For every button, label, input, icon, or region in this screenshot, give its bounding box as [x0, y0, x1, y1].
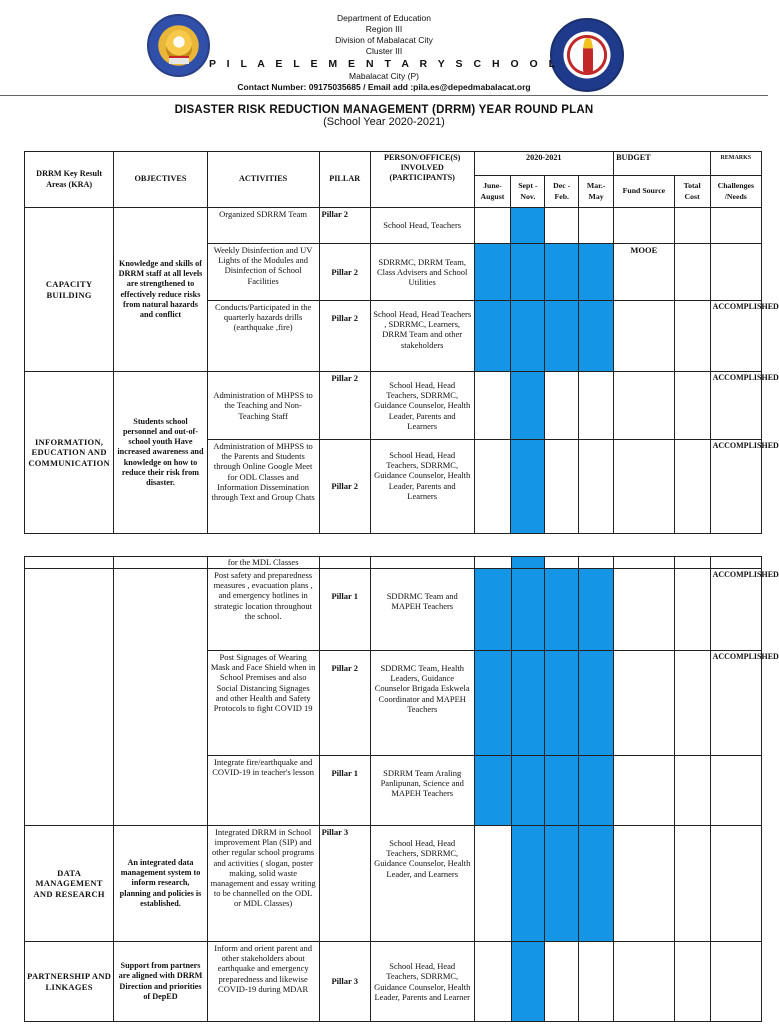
table-row	[25, 826, 762, 942]
header-total-cost: Total Cost	[674, 176, 710, 208]
drrm-plan-table-page-2	[24, 556, 779, 1022]
schedule-cell	[545, 372, 579, 440]
activity-cell: Integrate fire/earthquake and COVID-19 in teacher's lesson	[207, 756, 319, 826]
fund-source-cell	[614, 942, 675, 1022]
kra-partnership-linkages: PARTNERSHIP AND LINKAGES	[25, 942, 114, 1022]
schedule-cell	[545, 942, 579, 1022]
schedule-cell-active	[511, 208, 545, 244]
remarks-cell	[710, 756, 761, 826]
total-cost-cell	[674, 244, 710, 301]
pillar-cell: Pillar 3	[319, 942, 370, 1022]
kra-cell	[25, 557, 114, 569]
schedule-cell	[579, 557, 614, 569]
persons-cell: School Head, Teachers	[370, 208, 474, 244]
schedule-cell-active	[511, 557, 545, 569]
schedule-cell	[545, 557, 579, 569]
cluster-name: Cluster III	[365, 46, 403, 56]
pillar-cell: Pillar 1	[319, 756, 370, 826]
activity-cell: Administration of MHPSS to the Teaching and Non- Teaching Staff	[207, 372, 319, 440]
schedule-cell-active	[511, 569, 545, 651]
activity-cell: Integrated DRRM in School improvement Plan (SIP) and other regular school programs and activities ( slogan, poster making, solid waste management and essay writing to be channelled on the ODL or MDL Classes)	[207, 826, 319, 942]
schedule-cell-active	[545, 244, 579, 301]
department-name: Department of Education	[336, 13, 432, 23]
header-period-jun-aug: June-August	[474, 176, 511, 208]
kra-cell	[25, 569, 114, 826]
pillar-cell: Pillar 2	[319, 244, 370, 301]
remarks-cell: ACCOMPLISHED	[710, 440, 761, 534]
persons-cell: School Head, Head Teachers, SDRRMC, Guidance Counselor, Health Leader, Parents and Learners	[370, 440, 474, 534]
pillar-cell: Pillar 2	[319, 440, 370, 534]
objective-information-education: Students school personnel and out-of- school youth Have increased awareness and knowledge on how to reduce their risk from disaster.	[114, 372, 207, 534]
remarks-cell	[710, 244, 761, 301]
schedule-cell	[474, 372, 511, 440]
schedule-cell	[474, 440, 511, 534]
pillar-cell: Pillar 3	[319, 826, 370, 942]
header-period-dec-feb: Dec - Feb.	[545, 176, 579, 208]
total-cost-cell	[674, 208, 710, 244]
header-year: 2020-2021	[474, 152, 614, 176]
schedule-cell-active	[474, 651, 511, 756]
persons-cell: School Head, Head Teachers, SDRRMC, Guidance Counselor, Health Leader, Parents and Learner	[370, 942, 474, 1022]
header-fund-source: Fund Source	[614, 176, 675, 208]
remarks-cell	[710, 826, 761, 942]
remarks-cell: ACCOMPLISHED	[710, 569, 761, 651]
pillar-cell: Pillar 2	[319, 372, 370, 440]
table-row	[25, 372, 762, 440]
total-cost-cell	[674, 301, 710, 372]
activity-cell: Organized SDRRM Team	[207, 208, 319, 244]
persons-cell: School Head, Head Teachers, SDRRMC, Guidance Counselor, Health Leader, and Learners	[370, 826, 474, 942]
kra-capacity-building: CAPACITY BUILDING	[25, 208, 114, 372]
header-objectives: OBJECTIVES	[114, 152, 207, 208]
schedule-cell-active	[511, 651, 545, 756]
schedule-cell-active	[579, 651, 614, 756]
remarks-cell	[710, 942, 761, 1022]
header-budget: BUDGET	[614, 152, 710, 176]
table-row	[25, 942, 762, 1022]
remarks-cell: ACCOMPLISHED	[710, 651, 761, 756]
drrm-plan-table-page-1	[24, 151, 779, 534]
schedule-cell-active	[545, 651, 579, 756]
table-row	[25, 208, 762, 244]
total-cost-cell	[674, 942, 710, 1022]
persons-cell	[370, 557, 474, 569]
schedule-cell	[545, 208, 579, 244]
schedule-cell	[474, 557, 511, 569]
header-divider	[0, 95, 768, 96]
pillar-cell: Pillar 1	[319, 569, 370, 651]
header-activities: ACTIVITIES	[207, 152, 319, 208]
division-name: Division of Mabalacat City	[335, 35, 433, 45]
fund-source-cell	[614, 756, 675, 826]
schedule-cell-active	[474, 244, 511, 301]
schedule-cell-active	[511, 440, 545, 534]
activity-cell: Weekly Disinfection and UV Lights of the Modules and Disinfection of School Facilities	[207, 244, 319, 301]
activity-cell: Conducts/Participated in the quarterly hazards drills (earthquake ,fire)	[207, 301, 319, 372]
header-pillar: PILLAR	[319, 152, 370, 208]
persons-cell: SDRRM Team Araling Panlipunan, Science and MAPEH Teachers	[370, 756, 474, 826]
school-name: P I L A E L E M E N T A R Y S C H O O L	[208, 58, 560, 70]
remarks-cell: ACCOMPLISHED	[710, 372, 761, 440]
contact-info: Contact Number: 09175035685 / Email add :pila.es@depedmabalacat.org	[237, 82, 531, 92]
schedule-cell	[579, 942, 614, 1022]
fund-source-cell	[614, 440, 675, 534]
total-cost-cell	[674, 440, 710, 534]
schedule-cell	[579, 372, 614, 440]
schedule-cell-active	[545, 569, 579, 651]
total-cost-cell	[674, 826, 710, 942]
table-row	[25, 569, 762, 651]
total-cost-cell	[674, 557, 710, 569]
header-period-sep-nov: Sept - Nov.	[511, 176, 545, 208]
fund-source-cell	[614, 826, 675, 942]
schedule-cell-active	[511, 826, 545, 942]
total-cost-cell	[674, 756, 710, 826]
schedule-cell-active	[545, 301, 579, 372]
schedule-cell-active	[511, 756, 545, 826]
activity-cell: Post Signages of Wearing Mask and Face Shield when in School Premises and also Social Distancing Signages and other Health and Safety Protocols to fight COVID 19	[207, 651, 319, 756]
objective-capacity-building: Knowledge and skills of DRRM staff at all levels are strengthened to effectively reduce risks from natural hazards and conflict	[114, 208, 207, 372]
objective-data-management: An integrated data management system to inform research, planning and policies is established.	[114, 826, 207, 942]
fund-source-cell	[614, 372, 675, 440]
objective-partnership-linkages: Support from partners are aligned with DRRM Direction and priorities of DepED	[114, 942, 207, 1022]
activity-cell: Post safety and preparedness measures , evacuation plans , and emergency hotlines in strategic location throughout the school.	[207, 569, 319, 651]
total-cost-cell	[674, 569, 710, 651]
page-subtitle: (School Year 2020-2021)	[323, 116, 445, 128]
schedule-cell-active	[511, 244, 545, 301]
region-name: Region III	[365, 24, 403, 34]
total-cost-cell	[674, 651, 710, 756]
persons-cell: SDRRMC, DRRM Team, Class Advisers and School Utilities	[370, 244, 474, 301]
fund-source-cell	[614, 208, 675, 244]
header-kra: DRRM Key Result Areas (KRA)	[25, 152, 114, 208]
pillar-cell	[319, 557, 370, 569]
schedule-cell-active	[511, 372, 545, 440]
activity-cell: for the MDL Classes	[207, 557, 319, 569]
fund-source-cell	[614, 651, 675, 756]
header-period-mar-may: Mar.- May	[579, 176, 614, 208]
fund-source-cell	[614, 569, 675, 651]
schedule-cell-active	[474, 569, 511, 651]
schedule-cell-active	[474, 756, 511, 826]
schedule-cell-active	[511, 942, 545, 1022]
schedule-cell-active	[579, 826, 614, 942]
persons-cell: SDDRMC Team and MAPEH Teachers	[370, 569, 474, 651]
schedule-cell	[579, 208, 614, 244]
fund-source-cell: MOOE	[614, 244, 675, 301]
persons-cell: SDDRMC Team, Health Leaders, Guidance Counselor Brigada Eskwela Coordinator and MAPEH Teachers	[370, 651, 474, 756]
page-title: DISASTER RISK REDUCTION MANAGEMENT (DRRM) YEAR ROUND PLAN	[174, 104, 594, 116]
objective-cell	[114, 557, 207, 569]
schedule-cell-active	[579, 569, 614, 651]
activity-cell: Inform and orient parent and other stakeholders about earthquake and emergency preparedness and likewise COVID-19 during MDAR	[207, 942, 319, 1022]
persons-cell: School Head, Head Teachers, SDRRMC, Guidance Counselor, Health Leader, Parents and Learners	[370, 372, 474, 440]
schedule-cell	[545, 440, 579, 534]
header-person: PERSON/OFFICE(S) INVOLVED (PARTICIPANTS)	[370, 152, 474, 208]
pillar-cell: Pillar 2	[319, 651, 370, 756]
schedule-cell-active	[579, 244, 614, 301]
header-challenges: Challenges /Needs	[710, 176, 761, 208]
persons-cell: School Head, Head Teachers , SDRRMC, Learners, DRRM Team and other stakeholders	[370, 301, 474, 372]
schedule-cell-active	[474, 301, 511, 372]
remarks-cell: ACCOMPLISHED	[710, 301, 761, 372]
schedule-cell	[474, 208, 511, 244]
schedule-cell-active	[579, 301, 614, 372]
kra-data-management: DATA MANAGEMENT AND RESEARCH	[25, 826, 114, 942]
kra-information-education: INFORMATION, EDUCATION AND COMMUNICATION	[25, 372, 114, 534]
schedule-cell	[474, 826, 511, 942]
school-address: Mabalacat City (P)	[349, 71, 419, 81]
schedule-cell-active	[511, 301, 545, 372]
total-cost-cell	[674, 372, 710, 440]
schedule-cell-active	[545, 756, 579, 826]
objective-cell	[114, 569, 207, 826]
remarks-cell	[710, 557, 761, 569]
fund-source-cell	[614, 557, 675, 569]
fund-source-cell	[614, 301, 675, 372]
remarks-cell	[710, 208, 761, 244]
schedule-cell	[579, 440, 614, 534]
schedule-cell-active	[579, 756, 614, 826]
schedule-cell-active	[545, 826, 579, 942]
header-remarks: REMARKS	[710, 152, 761, 176]
schedule-cell	[474, 942, 511, 1022]
pillar-cell: Pillar 2	[319, 301, 370, 372]
activity-cell: Administration of MHPSS to the Parents and Students through Online Google Meet for ODL Classes and Information Dissemination through Text and Group Chats	[207, 440, 319, 534]
pillar-cell: Pillar 2	[319, 208, 370, 244]
table-row	[25, 557, 762, 569]
